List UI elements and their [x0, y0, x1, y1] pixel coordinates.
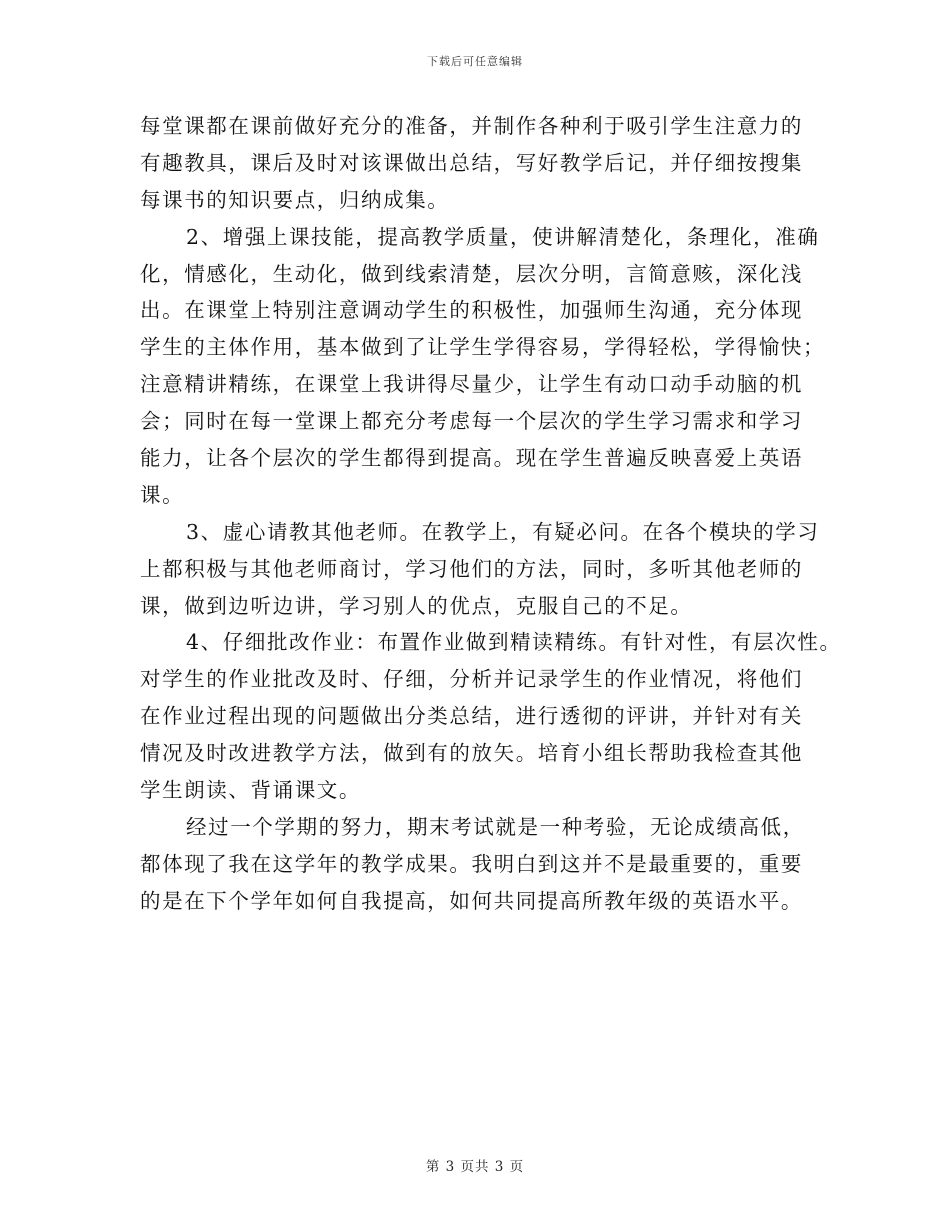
text-line: 每课书的知识要点，归纳成集。	[140, 187, 450, 212]
text-line: 上都积极与其他老师商讨，学习他们的方法，同时，多听其他老师的	[140, 556, 803, 581]
text-line: 注意精讲精练，在课堂上我讲得尽量少，让学生有动口动手动脑的机	[140, 372, 803, 397]
text-line: 对学生的作业批改及时、仔细，分析并记录学生的作业情况，将他们	[140, 667, 803, 692]
document-body	[140, 114, 842, 926]
text-line: 4、仔细批改作业：布置作业做到精读精练。有针对性，有层次性。	[186, 630, 842, 655]
text-line: 每堂课都在课前做好充分的准备，并制作各种利于吸引学生注意力的	[140, 114, 803, 138]
text-line: 学生朗读、背诵课文。	[140, 778, 361, 803]
text-line: 化，情感化，生动化，做到线索清楚，层次分明，言简意赅，深化浅	[140, 261, 803, 286]
page-header: 下载后可任意编辑	[427, 55, 523, 68]
text-line: 的是在下个学年如何自我提高，如何共同提高所教年级的英语水平。	[140, 888, 803, 913]
text-line: 会；同时在每一堂课上都充分考虑每一个层次的学生学习需求和学习	[140, 409, 803, 434]
text-line: 出。在课堂上特别注意调动学生的积极性，加强师生沟通，充分体现	[140, 298, 803, 323]
page-number: 第 3 页共 3 页	[425, 1159, 525, 1175]
text-line: 在作业过程出现的问题做出分类总结，进行透彻的评讲，并针对有关	[140, 704, 803, 729]
text-line: 情况及时改进教学方法，做到有的放矢。培育小组长帮助我检查其他	[140, 741, 803, 766]
text-line: 课。	[140, 482, 185, 507]
text-line: 都体现了我在这学年的教学成果。我明白到这并不是最重要的，重要	[140, 851, 803, 876]
text-line: 2、增强上课技能，提高教学质量，使讲解清楚化，条理化，准确	[186, 224, 820, 249]
text-line: 经过一个学期的努力，期末考试就是一种考验，无论成绩高低，	[186, 814, 805, 839]
text-line: 能力，让各个层次的学生都得到提高。现在学生普遍反映喜爱上英语	[140, 446, 803, 471]
text-line: 学生的主体作用，基本做到了让学生学得容易，学得轻松，学得愉快；	[140, 335, 826, 360]
text-line: 3、虚心请教其他老师。在教学上，有疑必问。在各个模块的学习	[186, 519, 820, 544]
text-line: 有趣教具，课后及时对该课做出总结，写好教学后记，并仔细按搜集	[140, 150, 803, 175]
text-line: 课，做到边听边讲，学习别人的优点，克服自己的不足。	[140, 593, 693, 618]
